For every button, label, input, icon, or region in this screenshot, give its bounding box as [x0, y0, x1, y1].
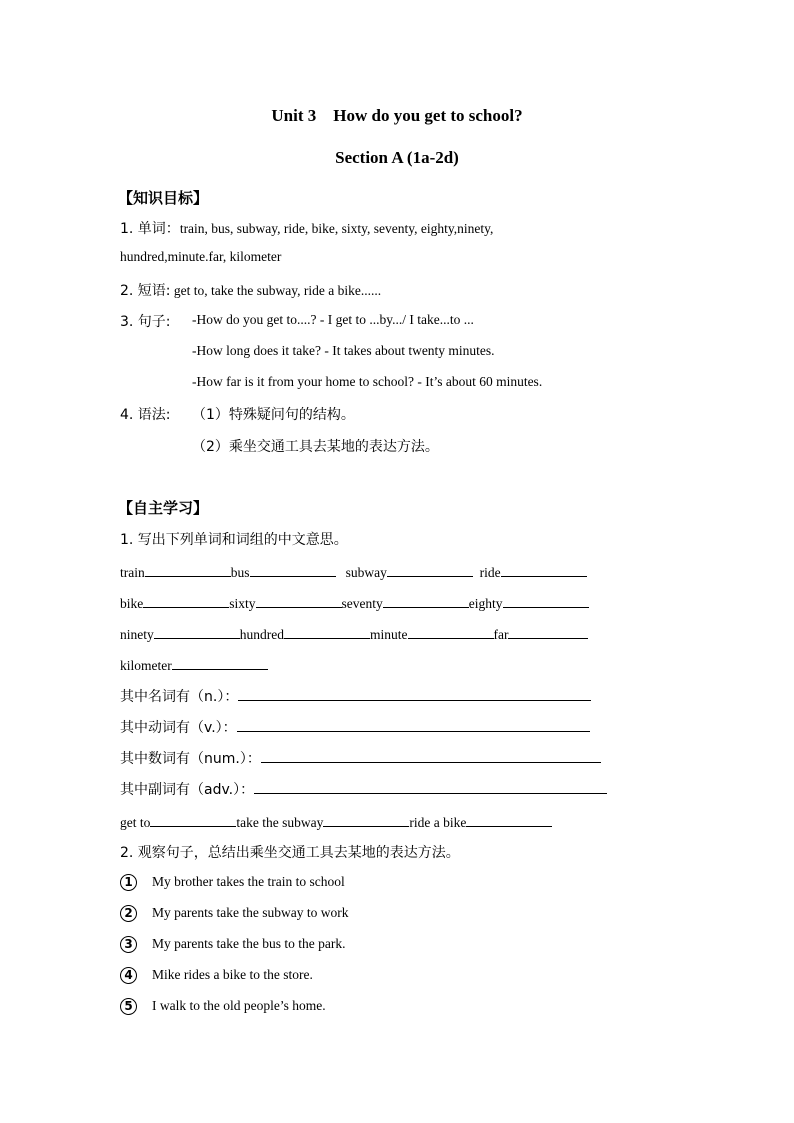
answer-blank[interactable] [408, 624, 494, 639]
sentence-1: -How do you get to....? - I get to ...by.../ I take...to ... [192, 312, 474, 327]
answer-blank[interactable] [256, 593, 342, 608]
verbs-blank[interactable] [237, 717, 590, 732]
word: bike [120, 596, 144, 611]
example-sentence [120, 998, 326, 1015]
knowledge-heading: 【知识目标】 [118, 189, 209, 207]
word: ride [479, 565, 501, 580]
example-sentence [120, 874, 345, 891]
answer-blank[interactable] [508, 624, 588, 639]
nouns-label: 其中名词有（n.）： [120, 689, 239, 705]
phrases-line [120, 812, 552, 831]
word-row-3 [120, 624, 588, 643]
circled-number: 4 [120, 967, 137, 984]
nouns-line [120, 686, 591, 706]
word: far [493, 627, 509, 642]
sentence-3: -How far is it from your home to school? - It’s about 60 minutes. [192, 374, 543, 389]
example-text: My brother takes the train to school [152, 874, 345, 889]
nouns-blank[interactable] [238, 686, 591, 701]
example-text: My parents take the bus to the park. [152, 936, 346, 951]
word: ninety [120, 627, 154, 642]
phrase-label: 2. 短语: [120, 283, 171, 299]
numerals-line [120, 748, 601, 768]
answer-blank[interactable] [172, 655, 268, 670]
answer-blank[interactable] [503, 593, 589, 608]
phrase-text: get to, take the subway, ride a bike...... [170, 283, 382, 298]
word: bus [230, 565, 250, 580]
word-row-2 [120, 593, 589, 612]
vocab-line1 [120, 218, 493, 238]
answer-blank[interactable] [387, 562, 473, 577]
circled-number: 2 [120, 905, 137, 922]
self-study-heading: 【自主学习】 [118, 499, 209, 517]
adverbs-blank[interactable] [254, 779, 607, 794]
phrase: take the subway [236, 815, 324, 830]
word: train [120, 565, 145, 580]
grammar-2: （2）乘坐交通工具去某地的表达方法。 [192, 439, 439, 455]
vocab-label: 1. 单词： [120, 221, 180, 237]
answer-blank[interactable] [501, 562, 587, 577]
grammar-label: 4. 语法: [120, 407, 171, 423]
sentence-2: -How long does it take? - It takes about twenty minutes. [192, 343, 495, 358]
circled-number: 3 [120, 936, 137, 953]
word: kilometer [120, 658, 172, 673]
answer-blank[interactable] [466, 812, 552, 827]
word: sixty [229, 596, 256, 611]
adverbs-line [120, 779, 607, 799]
word: hundred [239, 627, 284, 642]
answer-blank[interactable] [150, 812, 236, 827]
word: seventy [341, 596, 383, 611]
task1-instruction: 1. 写出下列单词和词组的中文意思。 [120, 532, 348, 548]
answer-blank[interactable] [154, 624, 240, 639]
answer-blank[interactable] [284, 624, 370, 639]
vocab-line2: hundred,minute.far, kilometer [120, 249, 282, 264]
word-row-1 [120, 562, 587, 581]
sentence-label: 3. 句子: [120, 314, 171, 330]
word: subway [345, 565, 387, 580]
example-text: My parents take the subway to work [152, 905, 349, 920]
page-title: Unit 3 How do you get to school? [271, 106, 523, 125]
answer-blank[interactable] [143, 593, 229, 608]
example-text: Mike rides a bike to the store. [152, 967, 313, 982]
answer-blank[interactable] [145, 562, 231, 577]
word: minute [370, 627, 408, 642]
example-text: I walk to the old people’s home. [152, 998, 326, 1013]
answer-blank[interactable] [323, 812, 409, 827]
vocab-words-1: train, bus, subway, ride, bike, sixty, seventy, eighty,ninety, [179, 221, 494, 236]
word: eighty [468, 596, 503, 611]
circled-number: 5 [120, 998, 137, 1015]
page-subtitle: Section A (1a-2d) [335, 148, 459, 167]
adverbs-label: 其中副词有（adv.）： [120, 782, 255, 798]
answer-blank[interactable] [383, 593, 469, 608]
word-row-4 [120, 655, 268, 674]
numerals-blank[interactable] [261, 748, 601, 763]
task2-instruction: 2. 观察句子，总结出乘坐交通工具去某地的表达方法。 [120, 845, 460, 861]
phrase: get to [120, 815, 151, 830]
example-sentence [120, 967, 313, 984]
circled-number: 1 [120, 874, 137, 891]
phrase: ride a bike [409, 815, 467, 830]
answer-blank[interactable] [250, 562, 336, 577]
verbs-line [120, 717, 590, 737]
example-sentence [120, 905, 348, 922]
grammar-1: （1）特殊疑问句的结构。 [192, 407, 355, 423]
verbs-label: 其中动词有（v.）： [120, 720, 237, 736]
phrase-line [120, 280, 381, 300]
numerals-label: 其中数词有（num.）： [120, 751, 261, 767]
example-sentence [120, 936, 345, 953]
